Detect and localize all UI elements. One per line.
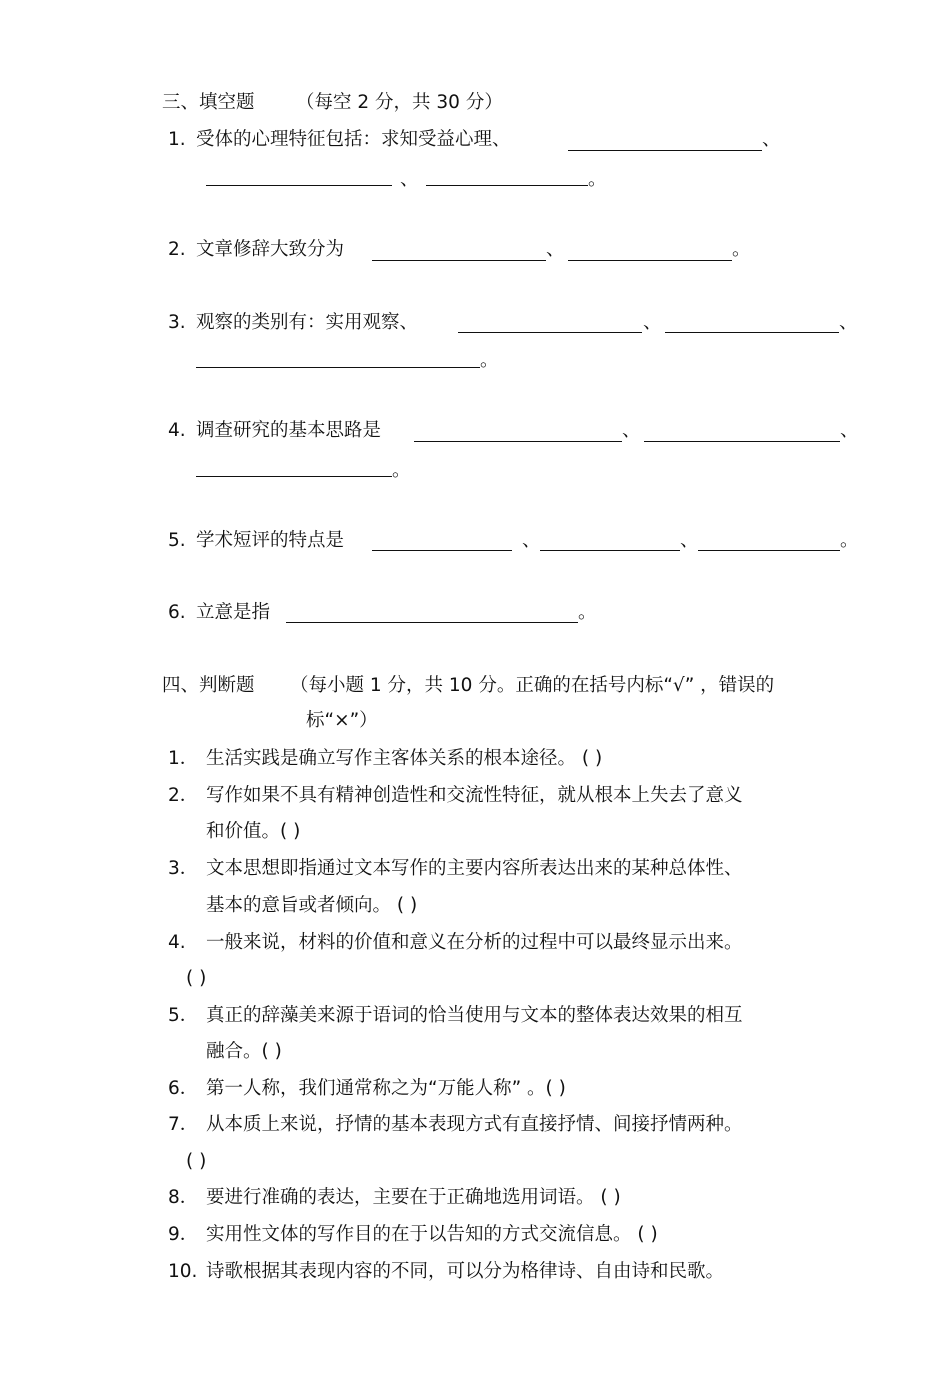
item-6-number: 6． [168,1078,199,1099]
item-4-text: 一般来说，材料的价值和意义在分析的过程中可以最终显示出来。 [206,932,743,953]
q4-separator-2: 、 [840,420,859,441]
q6-blank-1[interactable] [286,622,578,623]
item-3-number: 3． [168,858,199,879]
q2-end: 。 [732,239,751,260]
q4-text: 调查研究的基本思路是 [196,420,382,441]
q4-blank-1[interactable] [414,441,622,442]
item-9-text: 实用性文体的写作目的在于以告知的方式交流信息。 ( ) [206,1224,658,1245]
q4-separator: 、 [622,420,641,441]
q5-end: 。 [840,530,859,551]
section3-heading: 三、填空题 [162,92,255,113]
q3-separator-2: 、 [839,312,858,333]
q2-text: 文章修辞大致分为 [196,239,345,260]
item-7-text: 从本质上来说，抒情的基本表现方式有直接抒情、间接抒情两种。 [206,1114,743,1135]
q6-number: 6. [168,602,186,623]
section4-scoring-line2: 标“×”） [306,710,378,731]
q1-blank-1[interactable] [568,150,762,151]
item-4-number: 4. [168,932,186,953]
q3-end: 。 [480,350,499,371]
q1-separator-2: 、 [400,169,419,190]
q1-end: 。 [588,169,607,190]
q4-number: 4. [168,420,186,441]
item-5-text: 真正的辞藻美来源于语词的恰当使用与文本的整体表达效果的相互 [206,1005,743,1026]
item-1-number: 1． [168,748,199,769]
item-7-number: 7． [168,1114,199,1135]
item-1-text: 生活实践是确立写作主客体关系的根本途径。 ( ) [206,748,603,769]
item-2-text-cont: 和价值。( ) [206,821,301,842]
q5-text: 学术短评的特点是 [196,530,345,551]
q6-end: 。 [578,602,597,623]
item-8-text: 要进行准确的表达，主要在于正确地选用词语。 ( ) [206,1187,621,1208]
item-10-text: 诗歌根据其表现内容的不同，可以分为格律诗、自由诗和民歌。 [206,1261,725,1282]
q3-separator: 、 [643,312,662,333]
item-3-text: 文本思想即指通过文本写作的主要内容所表达出来的某种总体性、 [206,858,743,879]
item-10-number: 10. [168,1261,198,1282]
q5-blank-3[interactable] [698,550,840,551]
q1-text: 受体的心理特征包括：求知受益心理、 [196,129,511,150]
q5-separator-2: 、 [680,530,699,551]
q3-blank-1[interactable] [458,332,642,333]
item-8-number: 8． [168,1187,199,1208]
item-5-text-cont: 融合。( ) [206,1041,282,1062]
item-3-text-cont: 基本的意旨或者倾向。 ( ) [206,895,418,916]
item-7-text-cont: ( ) [186,1151,207,1172]
q2-blank-1[interactable] [372,260,546,261]
section4-heading: 四、判断题 [162,675,255,696]
section4-scoring-line1: （每小题 1 分，共 10 分。正确的在括号内标“√” ，错误的 [290,675,775,696]
q3-blank-3[interactable] [196,367,480,368]
item-2-text: 写作如果不具有精神创造性和交流性特征，就从根本上失去了意义 [206,785,743,806]
item-9-number: 9． [168,1224,199,1245]
q5-separator: 、 [522,530,541,551]
q2-separator: 、 [546,239,565,260]
q2-blank-2[interactable] [568,260,732,261]
q4-end: 。 [392,460,411,481]
item-4-text-cont: ( ) [186,968,207,989]
item-5-number: 5． [168,1005,199,1026]
q2-number: 2. [168,239,186,260]
q4-blank-3[interactable] [196,476,392,477]
q6-text: 立意是指 [196,602,271,623]
q4-blank-2[interactable] [644,441,840,442]
item-6-text: 第一人称，我们通常称之为“万能人称” 。( ) [206,1078,566,1099]
q5-blank-1[interactable] [372,550,512,551]
q5-blank-2[interactable] [540,550,680,551]
q1-blank-3[interactable] [426,185,588,186]
q3-number: 3. [168,312,186,333]
q1-blank-2[interactable] [206,185,392,186]
item-2-number: 2． [168,785,199,806]
q1-number: 1. [168,129,186,150]
q1-separator: 、 [762,129,781,150]
section3-scoring: （每空 2 分，共 30 分） [296,92,503,113]
q3-blank-2[interactable] [665,332,839,333]
q3-text: 观察的类别有：实用观察、 [196,312,419,333]
q5-number: 5. [168,530,186,551]
